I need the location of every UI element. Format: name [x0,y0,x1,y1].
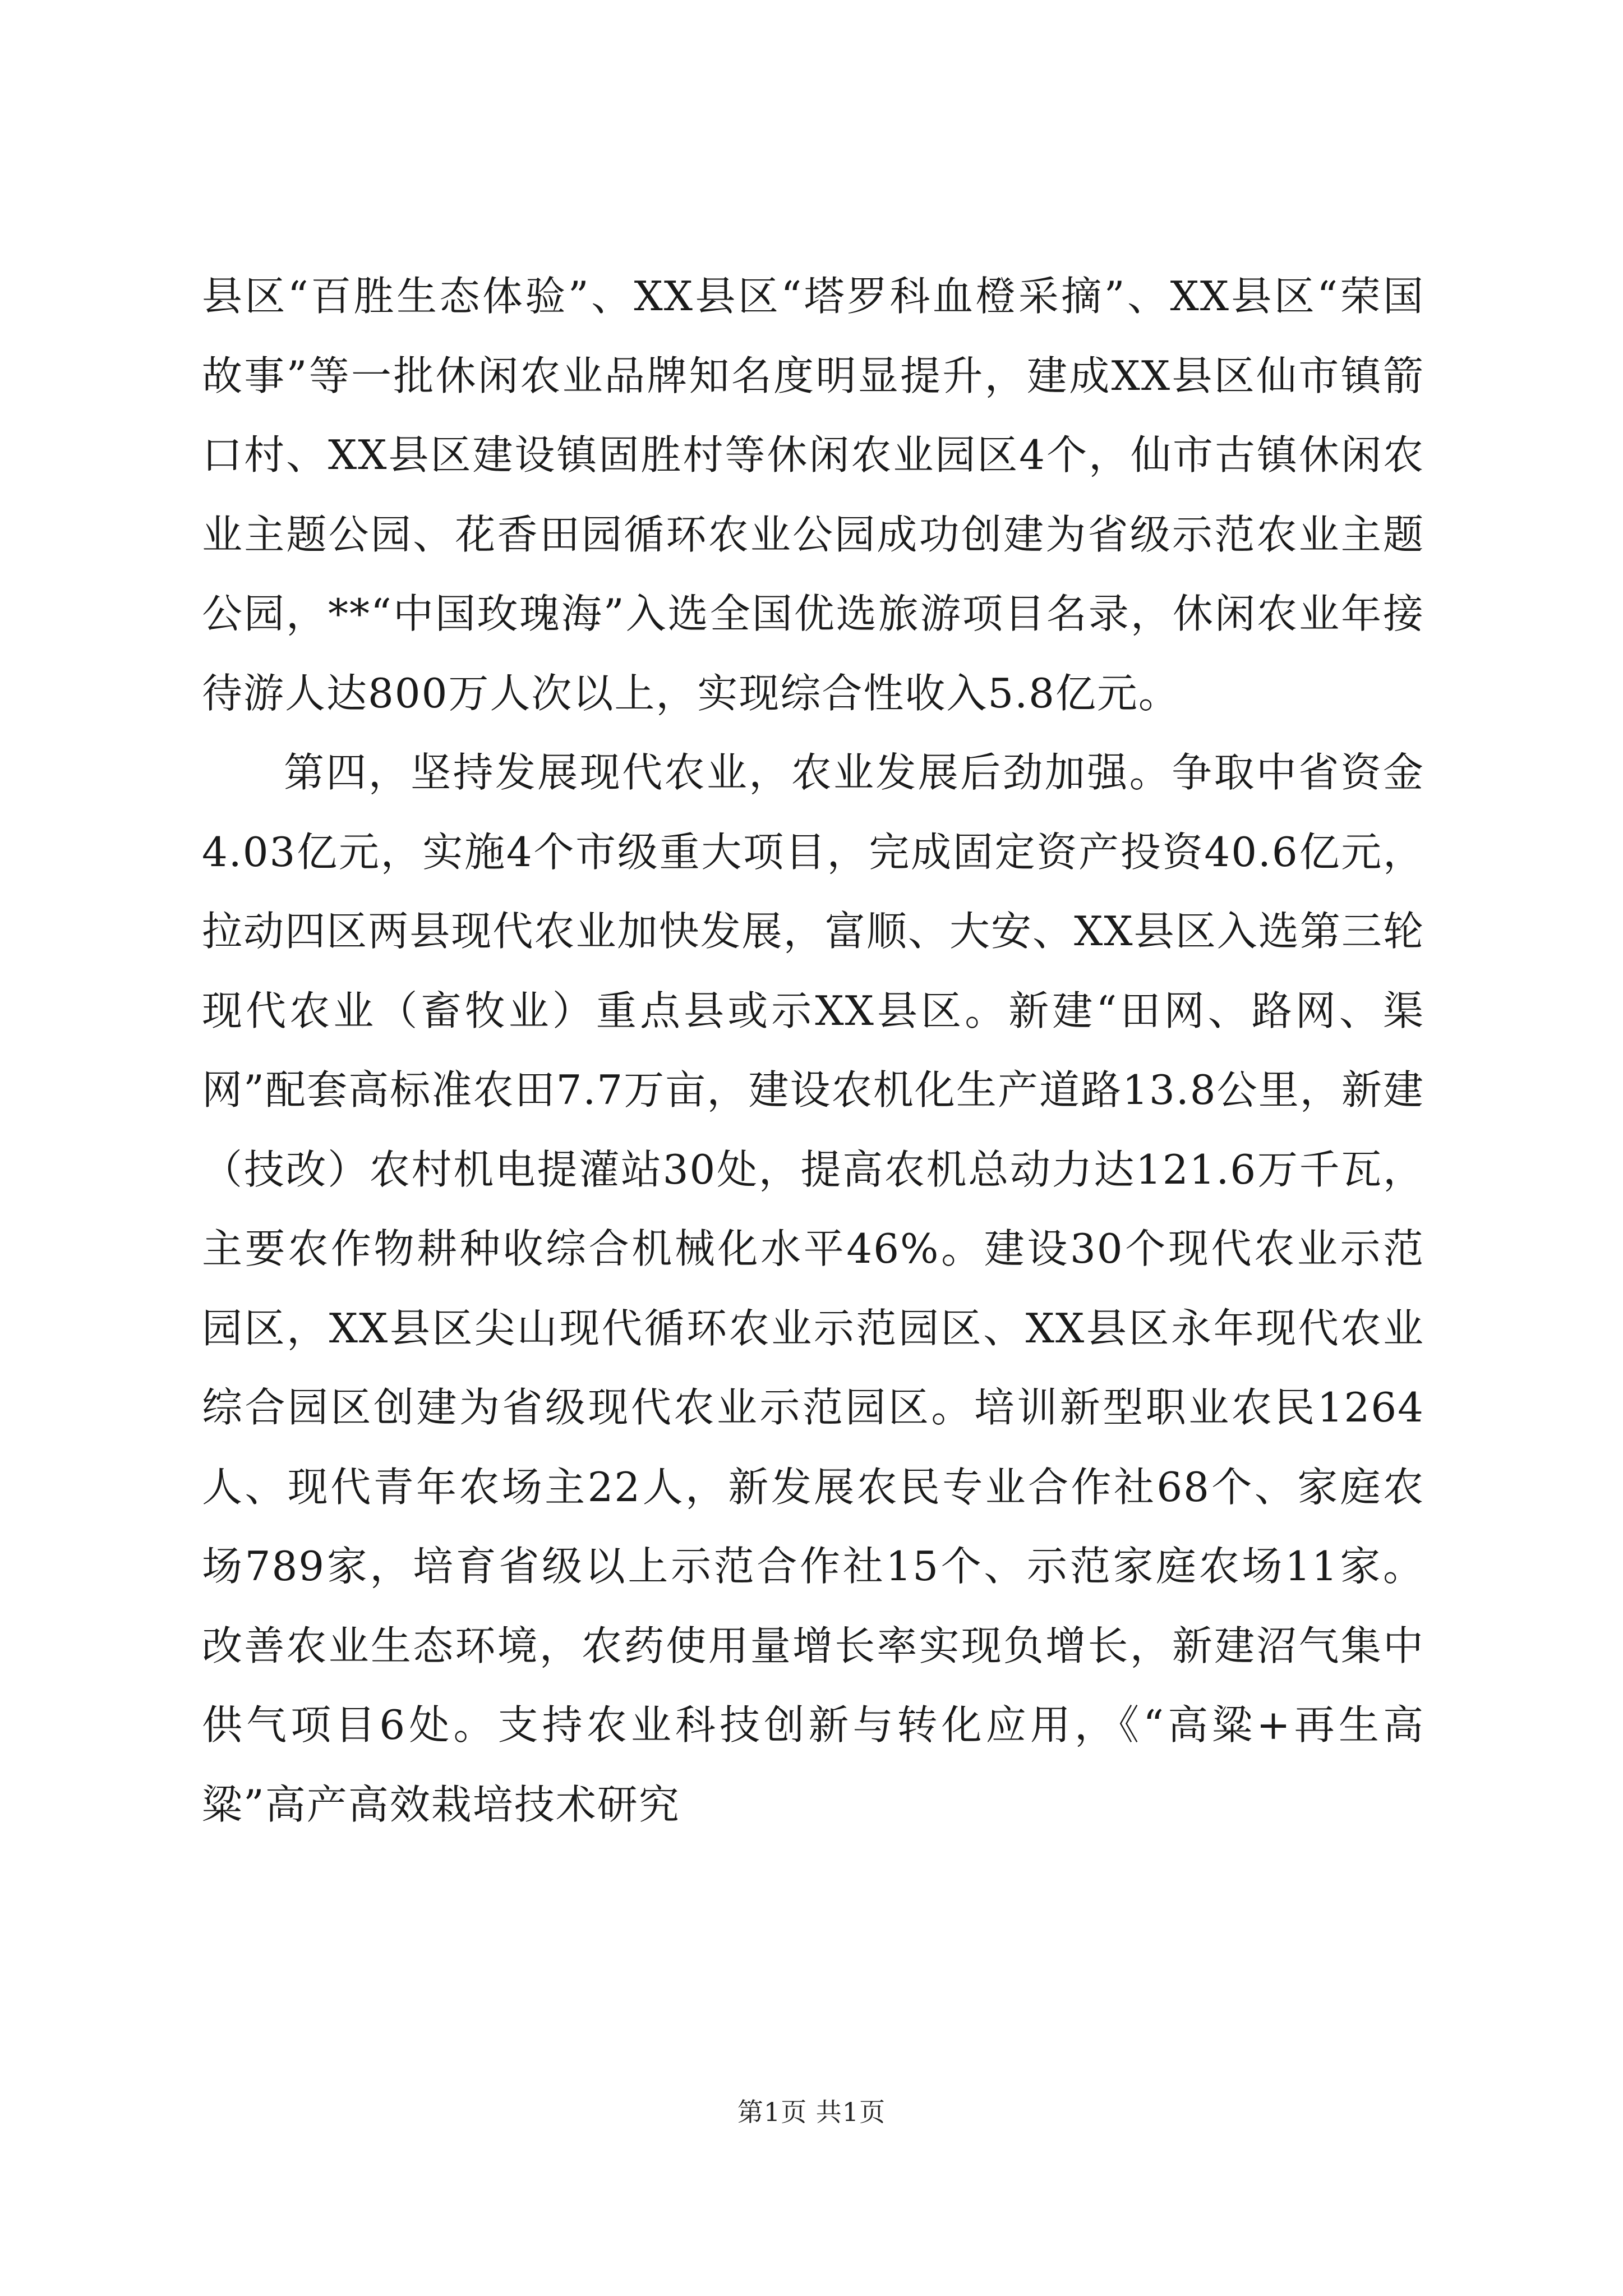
page-footer: 第1页 共1页 [737,2097,886,2127]
document-body [202,257,1424,1844]
paragraph-continuation: 县区“百胜生态体验”、XX县区“塔罗科血橙采摘”、XX县区“荣国故事”等一批休闲农业品牌知名度明显提升，建成XX县区仙市镇箭口村、XX县区建设镇固胜村等休闲农业园区4个，仙市古镇休闲农业主题公园、花香田园循环农业公园成功创建为省级示范农业主题公园，**“中国玫瑰海”入选全国优选旅游项目名录，休闲农业年接待游人达800万人次以上，实现综合性收入5.8亿元。 [202,273,1424,717]
paragraph-fourth-point: 第四，坚持发展现代农业，农业发展后劲加强。争取中省资金4.03亿元，实施4个市级重大项目，完成固定资产投资40.6亿元，拉动四区两县现代农业加快发展，富顺、大安、XX县区入选第三轮现代农业（畜牧业）重点县或示XX县区。新建“田网、路网、渠网”配套高标准农田7.7万亩，建设农机化生产道路13.8公里，新建（技改）农村机电提灌站30处，提高农机总动力达121.6万千瓦，主要农作物耕种收综合机械化水平46%。建设30个现代农业示范园区，XX县区尖山现代循环农业示范园区、XX县区永年现代农业综合园区创建为省级现代农业示范园区。培训新型职业农民1264人、现代青年农场主22人，新发展农民专业合作社68个、家庭农场789家，培育省级以上示范合作社15个、示范家庭农场11家。改善农业生态环境，农药使用量增长率实现负增长，新建沼气集中供气项目6处。支持农业科技创新与转化应用，《“高粱+再生高粱”高产高效栽培技术研究 [202,749,1424,1828]
